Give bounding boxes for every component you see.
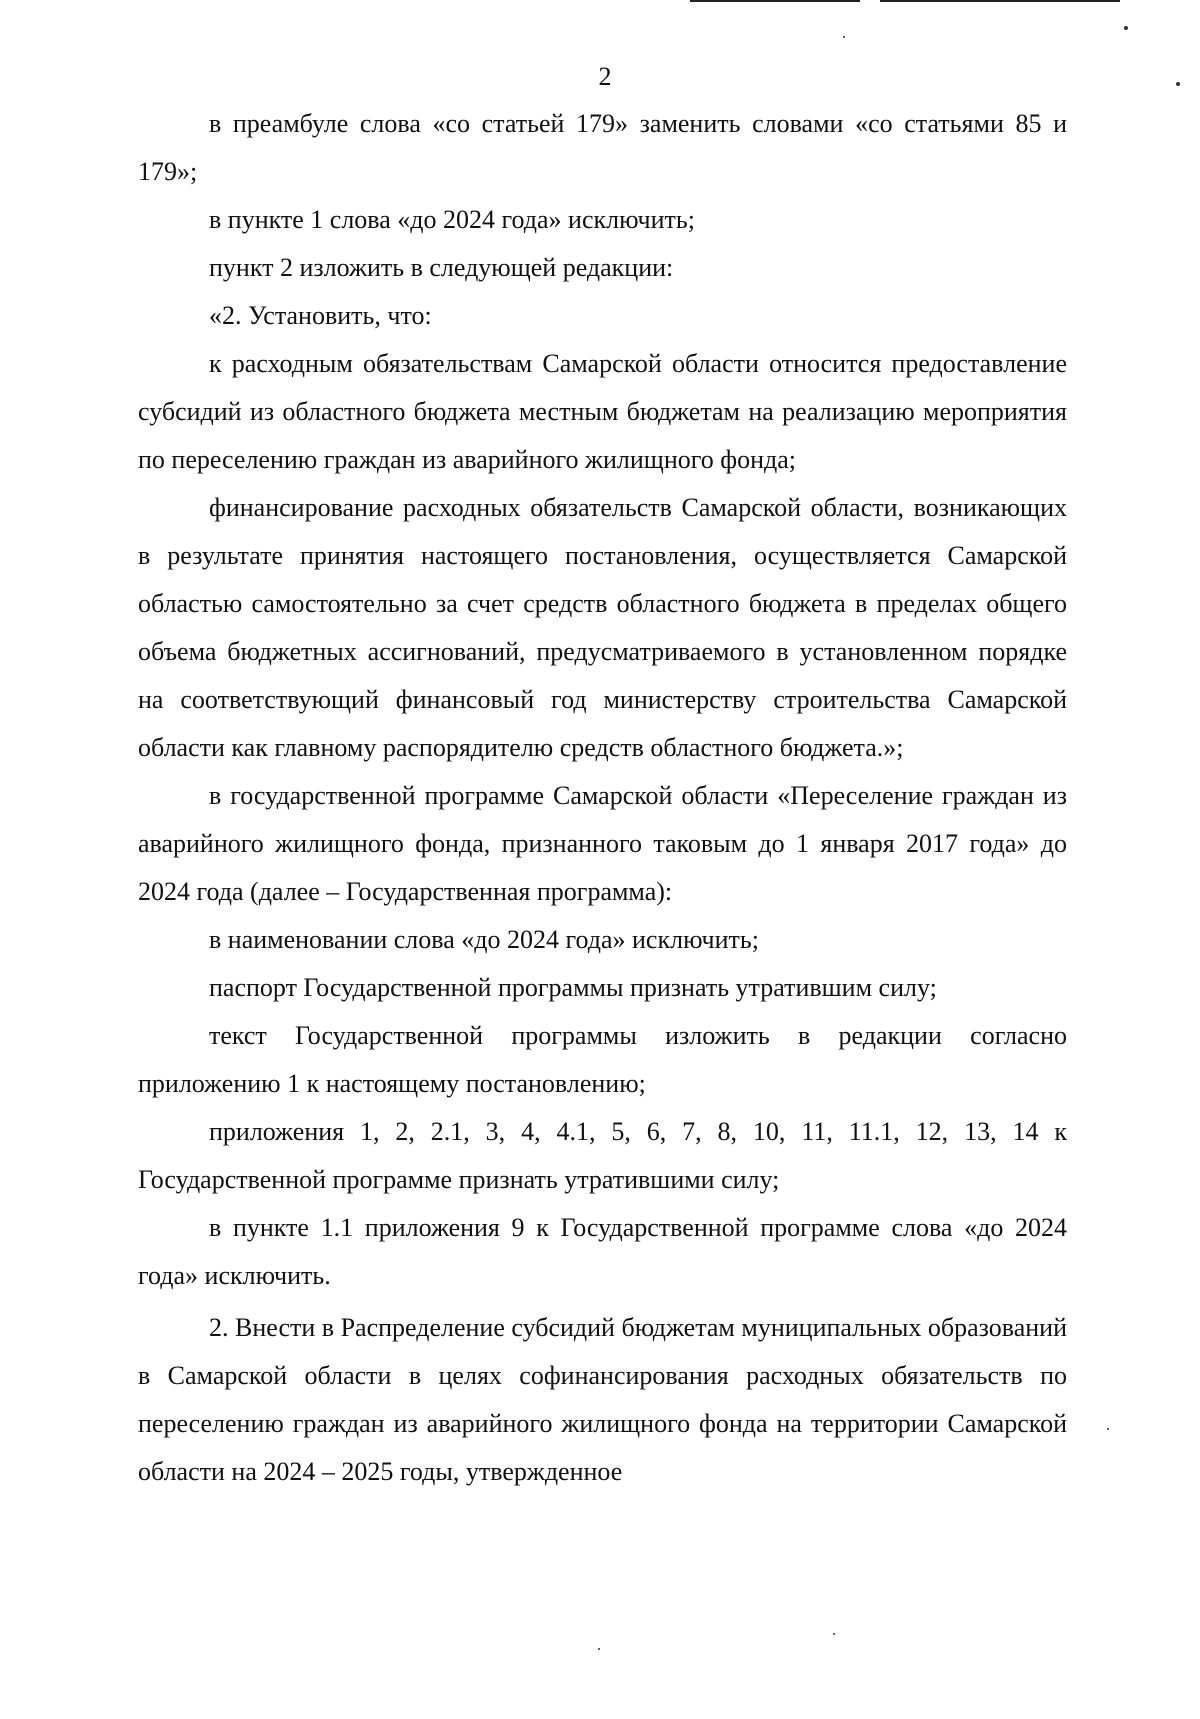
scan-speck (833, 1633, 835, 1635)
scan-edge-line (690, 0, 860, 2)
paragraph: в государственной программе Самарской области «Переселение граждан из аварийного жилищного фонда, признанного таковым до 1 января 2017 года» до 2024 года (далее – Государственная программа): (138, 781, 1067, 906)
paragraph: финансирование расходных обязательств Самарской области, возникающих в результате принятия настоящего постановления, осуществляется Самарской областью самостоятельно за счет средств областного бюджета в пределах общего объема бюджетных ассигнований, предусматриваемого в установленном порядке на соответствующий финансовый год министерству строительства Самарской области как главному распорядителю средств областного бюджета.»; (138, 493, 1067, 762)
paragraph: в наименовании слова «до 2024 года» исключить; (209, 925, 759, 954)
paragraph: приложения 1, 2, 2.1, 3, 4, 4.1, 5, 6, 7, 8, 10, 11, 11.1, 12, 13, 14 к Государственной программе признать утратившими силу; (138, 1117, 1067, 1194)
scan-speck (1124, 26, 1128, 30)
paragraph: в пункте 1 слова «до 2024 года» исключить; (209, 205, 695, 234)
document-body (138, 100, 1067, 1496)
paragraph: в пункте 1.1 приложения 9 к Государственной программе слова «до 2024 года» исключить. (138, 1213, 1067, 1290)
paragraph: паспорт Государственной программы признать утратившим силу; (209, 973, 937, 1002)
paragraph: 2. Внести в Распределение субсидий бюджетам муниципальных образований в Самарской области в целях софинансирования расходных обязательств по переселению граждан из аварийного жилищного фонда на территории Самарской области на 2024 – 2025 годы, утвержденное (138, 1313, 1067, 1486)
paragraph: пункт 2 изложить в следующей редакции: (209, 253, 674, 282)
scan-edge-line (880, 0, 1120, 2)
paragraph: текст Государственной программы изложить в редакции согласно приложению 1 к настоящему постановлению; (138, 1021, 1067, 1098)
scan-speck (1107, 1428, 1109, 1430)
scan-speck (843, 36, 845, 38)
paragraph: в преамбуле слова «со статьей 179» заменить словами «со статьями 85 и 179»; (138, 109, 1067, 186)
scan-speck (598, 1648, 600, 1650)
page-number: 2 (598, 62, 612, 91)
paragraph: «2. Установить, что: (209, 301, 432, 330)
paragraph: к расходным обязательствам Самарской области относится предоставление субсидий из областного бюджета местным бюджетам на реализацию мероприятия по переселению граждан из аварийного жилищного фонда; (138, 349, 1067, 474)
